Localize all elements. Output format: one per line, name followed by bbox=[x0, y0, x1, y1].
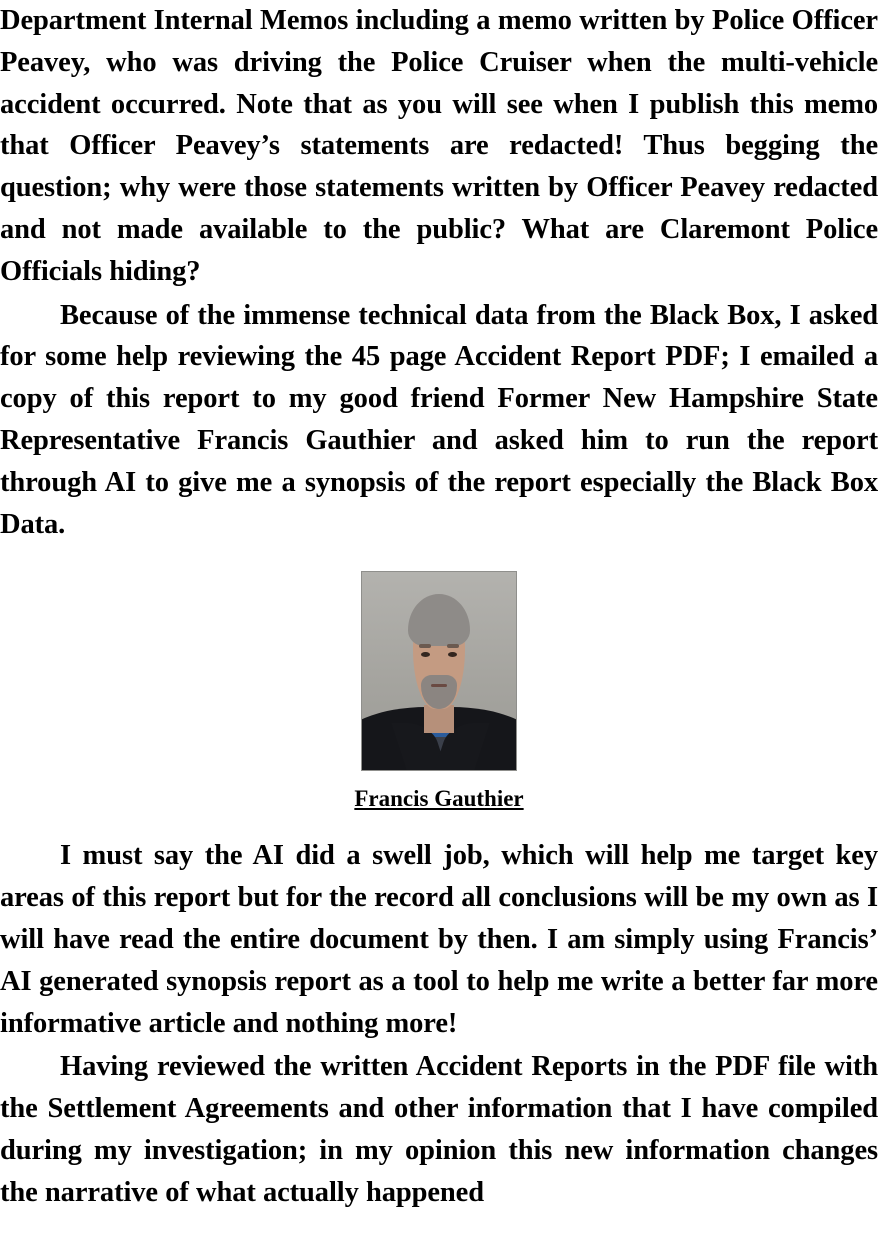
photo-wrap bbox=[354, 571, 523, 813]
eyebrow-left bbox=[419, 644, 431, 649]
portrait-photo bbox=[361, 571, 517, 771]
mouth-shape bbox=[431, 684, 446, 687]
figure-francis-gauthier bbox=[0, 571, 878, 813]
neck-shape bbox=[424, 705, 455, 733]
eyebrow-right bbox=[447, 644, 459, 649]
paragraph-ai-swell-job: I must say the AI did a swell job, which will help me target key areas of this report but for the record all conclusions will be my own as I will have read the entire document by then. I am simply using Francis’ AI generated synopsis report as a tool to help me write a better far more informative article and nothing more! bbox=[0, 840, 878, 1039]
paragraph-black-box-help: Because of the immense technical data from the Black Box, I asked for some help reviewing the 45 page Accident Report PDF; I emailed a copy of this report to my good friend Former New Hampshire State Representative Francis Gauthier and asked him to run the report through AI to give me a synopsis of the report especially the Black Box Data. bbox=[0, 299, 878, 540]
paragraph-memos: Department Internal Memos including a memo written by Police Officer Peavey, who was driving the Police Cruiser when the multi-vehicle accident occurred. Note that as you will see when I publish this memo that Officer Peavey’s statements are redacted! Thus begging the question; why were those statements written by Officer Peavey redacted and not made available to the public? What are Claremont Police Officials hiding? bbox=[0, 5, 878, 287]
photo-caption: Francis Gauthier bbox=[354, 786, 524, 812]
paragraph-settlement-agreements: Having reviewed the written Accident Reports in the PDF file with the Settlement Agreements and other information that I have compiled during my investigation; in my opinion this new information changes the narrative of what actually happened bbox=[0, 1051, 878, 1208]
eye-right bbox=[448, 652, 457, 657]
eye-left bbox=[421, 652, 430, 657]
